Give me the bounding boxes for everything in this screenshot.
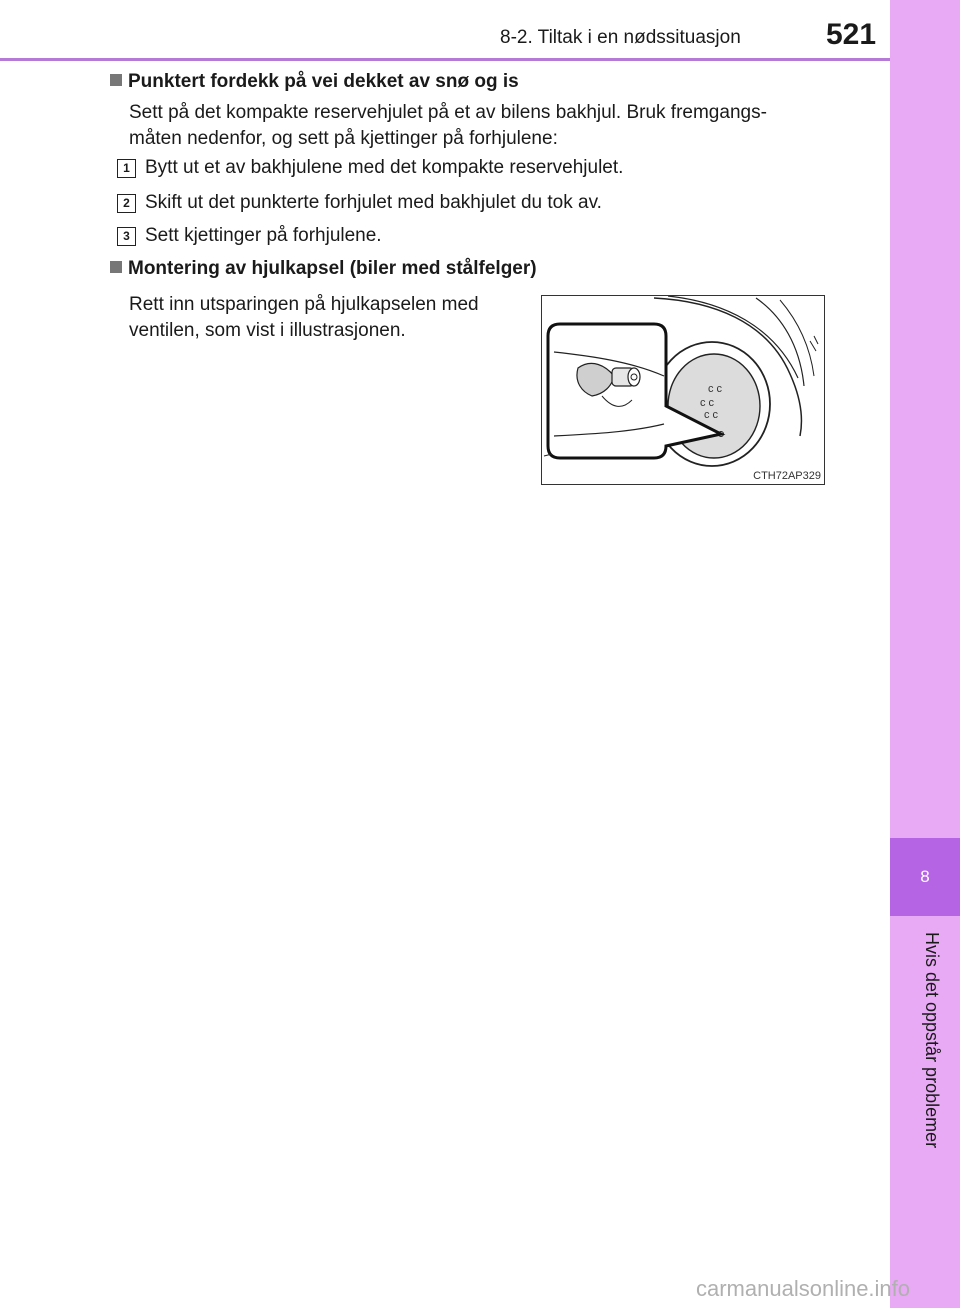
section-title: 8-2. Tiltak i en nødssituasjon: [500, 27, 741, 48]
paragraph-line: måten nedenfor, og sett på kjettinger på forhjulene:: [129, 128, 558, 149]
page-header: [0, 0, 890, 61]
step-text: Sett kjettinger på forhjulene.: [145, 225, 382, 246]
heading-text: Punktert fordekk på vei dekket av snø og is: [128, 71, 519, 92]
step-item: [117, 157, 623, 179]
step-number: 3: [117, 227, 136, 246]
chapter-side-tab: [890, 0, 960, 1308]
chapter-number: 8: [890, 838, 960, 916]
section-heading-flat-tire: [110, 71, 519, 93]
figure-code: CTH72AP329: [753, 470, 821, 482]
watermark: carmanualsonline.info: [696, 1276, 911, 1301]
bullet-square-icon: [110, 261, 122, 273]
step-number: 2: [117, 194, 136, 213]
section-heading-hubcap: [110, 258, 537, 280]
wheel-valve-drawing: [542, 296, 824, 484]
svg-text:c c: c c: [700, 397, 715, 409]
hubcap-illustration: [541, 295, 825, 485]
step-text: Skift ut det punkterte forhjulet med bakhjulet du tok av.: [145, 192, 602, 213]
svg-text:c c: c c: [708, 383, 723, 395]
page-number: 521: [826, 18, 877, 51]
paragraph-line: Rett inn utsparingen på hjulkapselen med: [129, 294, 479, 315]
paragraph-line: Sett på det kompakte reservehjulet på et av bilens bakhjul. Bruk fremgangs-: [129, 102, 767, 123]
paragraph-line: ventilen, som vist i illustrasjonen.: [129, 320, 406, 341]
step-item: [117, 192, 602, 214]
step-item: [117, 225, 382, 247]
chapter-label: Hvis det oppstår problemer: [922, 932, 942, 1149]
step-text: Bytt ut et av bakhjulene med det kompakte reservehjulet.: [145, 157, 624, 178]
step-number: 1: [117, 159, 136, 178]
svg-text:c c: c c: [704, 409, 719, 421]
bullet-square-icon: [110, 74, 122, 86]
heading-text: Montering av hjulkapsel (biler med stålfelger): [128, 258, 537, 279]
